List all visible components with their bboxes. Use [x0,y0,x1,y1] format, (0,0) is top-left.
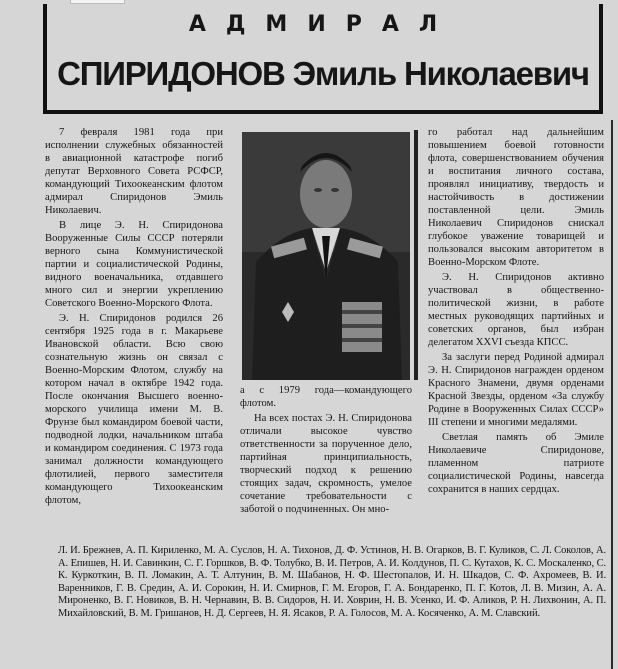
given-names: Эмиль Николаевич [292,55,589,92]
full-name-heading [53,50,593,98]
paragraph: го работал над дальнейшим повышением боевой готовности флота, совершенствованием обучения и воспитания личного состава, проявлял инициативу, твердость и настойчивость в достижении поставленной цели. Эмиль Николаевич Спиридонов снискал глубокое уважение товарищей и пользовался высоким авторитетом в Военно-Морском Флоте. [428,127,604,268]
paragraph: За заслуги перед Родиной адмирал Э. Н. Спиридонов награжден орденом Красного Знамени, двумя орденами Красной Звезды, орденом «За службу Родине в Вооруженных Силах СССР» III степени и многими медалями. [428,352,604,428]
page-border-right [611,120,613,669]
paragraph: 7 февраля 1981 года при исполнении служебных обязанностей в авиационной катастрофе погиб депутат Верховного Совета РСФСР, командующий Тихоокеанским флотом адмирал Спиридонов Эмиль Николаевич. [45,127,223,216]
article-column-1 [45,126,223,507]
surname: СПИРИДОНОВ [57,55,285,92]
paragraph: На всех постах Э. Н. Спиридонова отличали высокое чувство ответственности за порученное дело, партийная принципиальность, творческий подход к решению стоящих задач, скромность, умелое сочетание требовательности с заботой о подчиненных. Он мно- [240,413,412,515]
paragraph: Э. Н. Спиридонов активно участвовал в общественно-политической жизни, в работе местных руководящих партийных и советских органов, был избран делегатом XXVI съезда КПСС. [428,272,604,348]
signatories-list: Л. И. Брежнев, А. П. Кириленко, М. А. Суслов, Н. А. Тихонов, Д. Ф. Устинов, Н. В. Огарков, В. Г. Куликов, С. Л. Соколов, А. А. Епишев, Н. И. Савинкин, С. Г. Горшков, В. Ф. Толубко, В. И. Петров, А. И. Колдунов, П. С. Кутахов, К. С. Москаленко, С. К. Куркоткин, В. П. Ломакин, А. Т. Алтунин, В. М. Шабанов, Н. Ф. Шестопалов, И. Н. Шкадов, С. Ф. Ахромеев, В. И. Варенников, Г. В. Средин, А. И. Сорокин, Н. И. Смирнов, Г. М. Егоров, Г. А. Бондаренко, П. Г. Котов, Л. В. Мизин, А. А. Мироненко, В. Г. Новиков, В. Н. Чернавин, В. В. Сидоров, Н. И. Ховрин, Н. В. Усенко, И. Ф. Аликов, Р. Н. Лихвонин, А. П. Михайловский, В. М. Гришанов, Н. Д. Сергеев, Н. Я. Ясаков, Р. А. Голосов, М. А. Косяченко, А. М. Славский. [58,545,606,619]
column-divider [414,130,418,380]
article-column-3 [428,126,604,496]
portrait-photo [242,132,410,380]
paragraph: Светлая память об Эмиле Николаевиче Спиридонове, пламенном патриоте социалистической Родины, навсегда сохранится в наших сердцах. [428,432,604,495]
admiral-portrait-image [242,132,410,380]
paragraph: В лице Э. Н. Спиридонова Вооруженные Силы СССР потеряли верного сына Коммунистической партии и социалистической Родины, видного военачальника, отдавшего много сил и энергии укреплению Советского Военно-Морского Флота. [45,220,223,309]
rank-title: АДМИРАЛ [188,12,458,37]
paragraph: Э. Н. Спиридонов родился 26 сентября 1925 года в г. Макарьеве Ивановской области. Всю свою сознательную жизнь он связал с Военно-Морским Флотом, службу на котором начал в октябре 1942 года. После окончания Высшего военно-морского училища имени М. В. Фрунзе был командиром боевой части, подводной лодки, начальником штаба и командиром соединения. С 1973 года занимал должности командующего флотилией, первого заместителя командующего Тихоокеанским флотом, [45,313,223,506]
paragraph: а с 1979 года—командующего флотом. [240,385,412,409]
obituary-header [43,4,603,114]
article-column-2 [240,384,412,516]
